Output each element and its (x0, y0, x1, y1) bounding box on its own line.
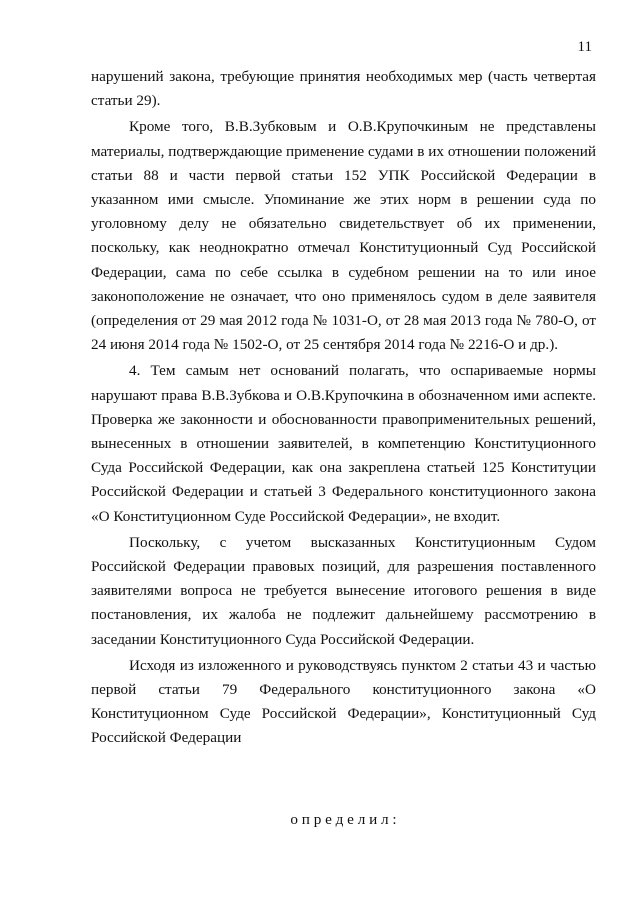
paragraph-no-final-decision-required: Поскольку, с учетом высказанных Конституционным Судом Российской Федерации правовых позиций, для разрешения поставленного заявителями вопроса не требуется вынесение итогового решения в виде постановления, их жалоба не подлежит дальнейшему рассмотрению в заседании Конституционного Суда Российской Федерации. (91, 533, 596, 648)
paragraph-materials-not-provided: Кроме того, В.В.Зубковым и О.В.Крупочкиным не представлены материалы, подтверждающие применение судами в их отношении положений статьи 88 и части первой статьи 152 УПК Российской Федерации в указанном ими смысле. Упоминание же этих норм в решении суда по уголовному делу не обязательно свидетельствует об их применении, поскольку, как неоднократно отмечал Конституционный Суд Российской Федерации, сама по себе ссылка в судебном решении на то или иное законоположение не означает, что оно применялось судом в деле заявителя (определения от 29 мая 2012 года № 1031-О, от 28 мая 2013 года № 780-О, от 24 июня 2014 года № 1502-О, от 25 сентября 2014 года № 2216-О и др.). (91, 118, 596, 354)
paragraph-no-grounds: 4. Тем самым нет оснований полагать, что оспариваемые нормы нарушают права В.В.Зубкова и О.В.Крупочкина в обозначенном ими аспекте. Проверка же законности и обоснованности правоприменительных решений, вынесенных в отношении заявителей, в компетенцию Конституционного Суда Российской Федерации, как она закреплена статьей 125 Конституции Российской Федерации и статьей 3 Федерального конституционного закона «О Конституционном Суде Российской Федерации», не входит. (91, 362, 596, 525)
document-body (91, 65, 596, 751)
paragraph-based-on-foregoing: Исходя из изложенного и руководствуясь пунктом 2 статьи 43 и частью первой статьи 79 Федерального конституционного закона «О Конституционном Суде Российской Федерации», Конституционный Суд Российской Федерации (91, 656, 596, 747)
decision-heading: о п р е д е л и л : (290, 811, 397, 828)
paragraph-continuation: нарушений закона, требующие принятия необходимых мер (часть четвертая статьи 29). (91, 68, 596, 110)
page-number: 11 (577, 39, 592, 55)
